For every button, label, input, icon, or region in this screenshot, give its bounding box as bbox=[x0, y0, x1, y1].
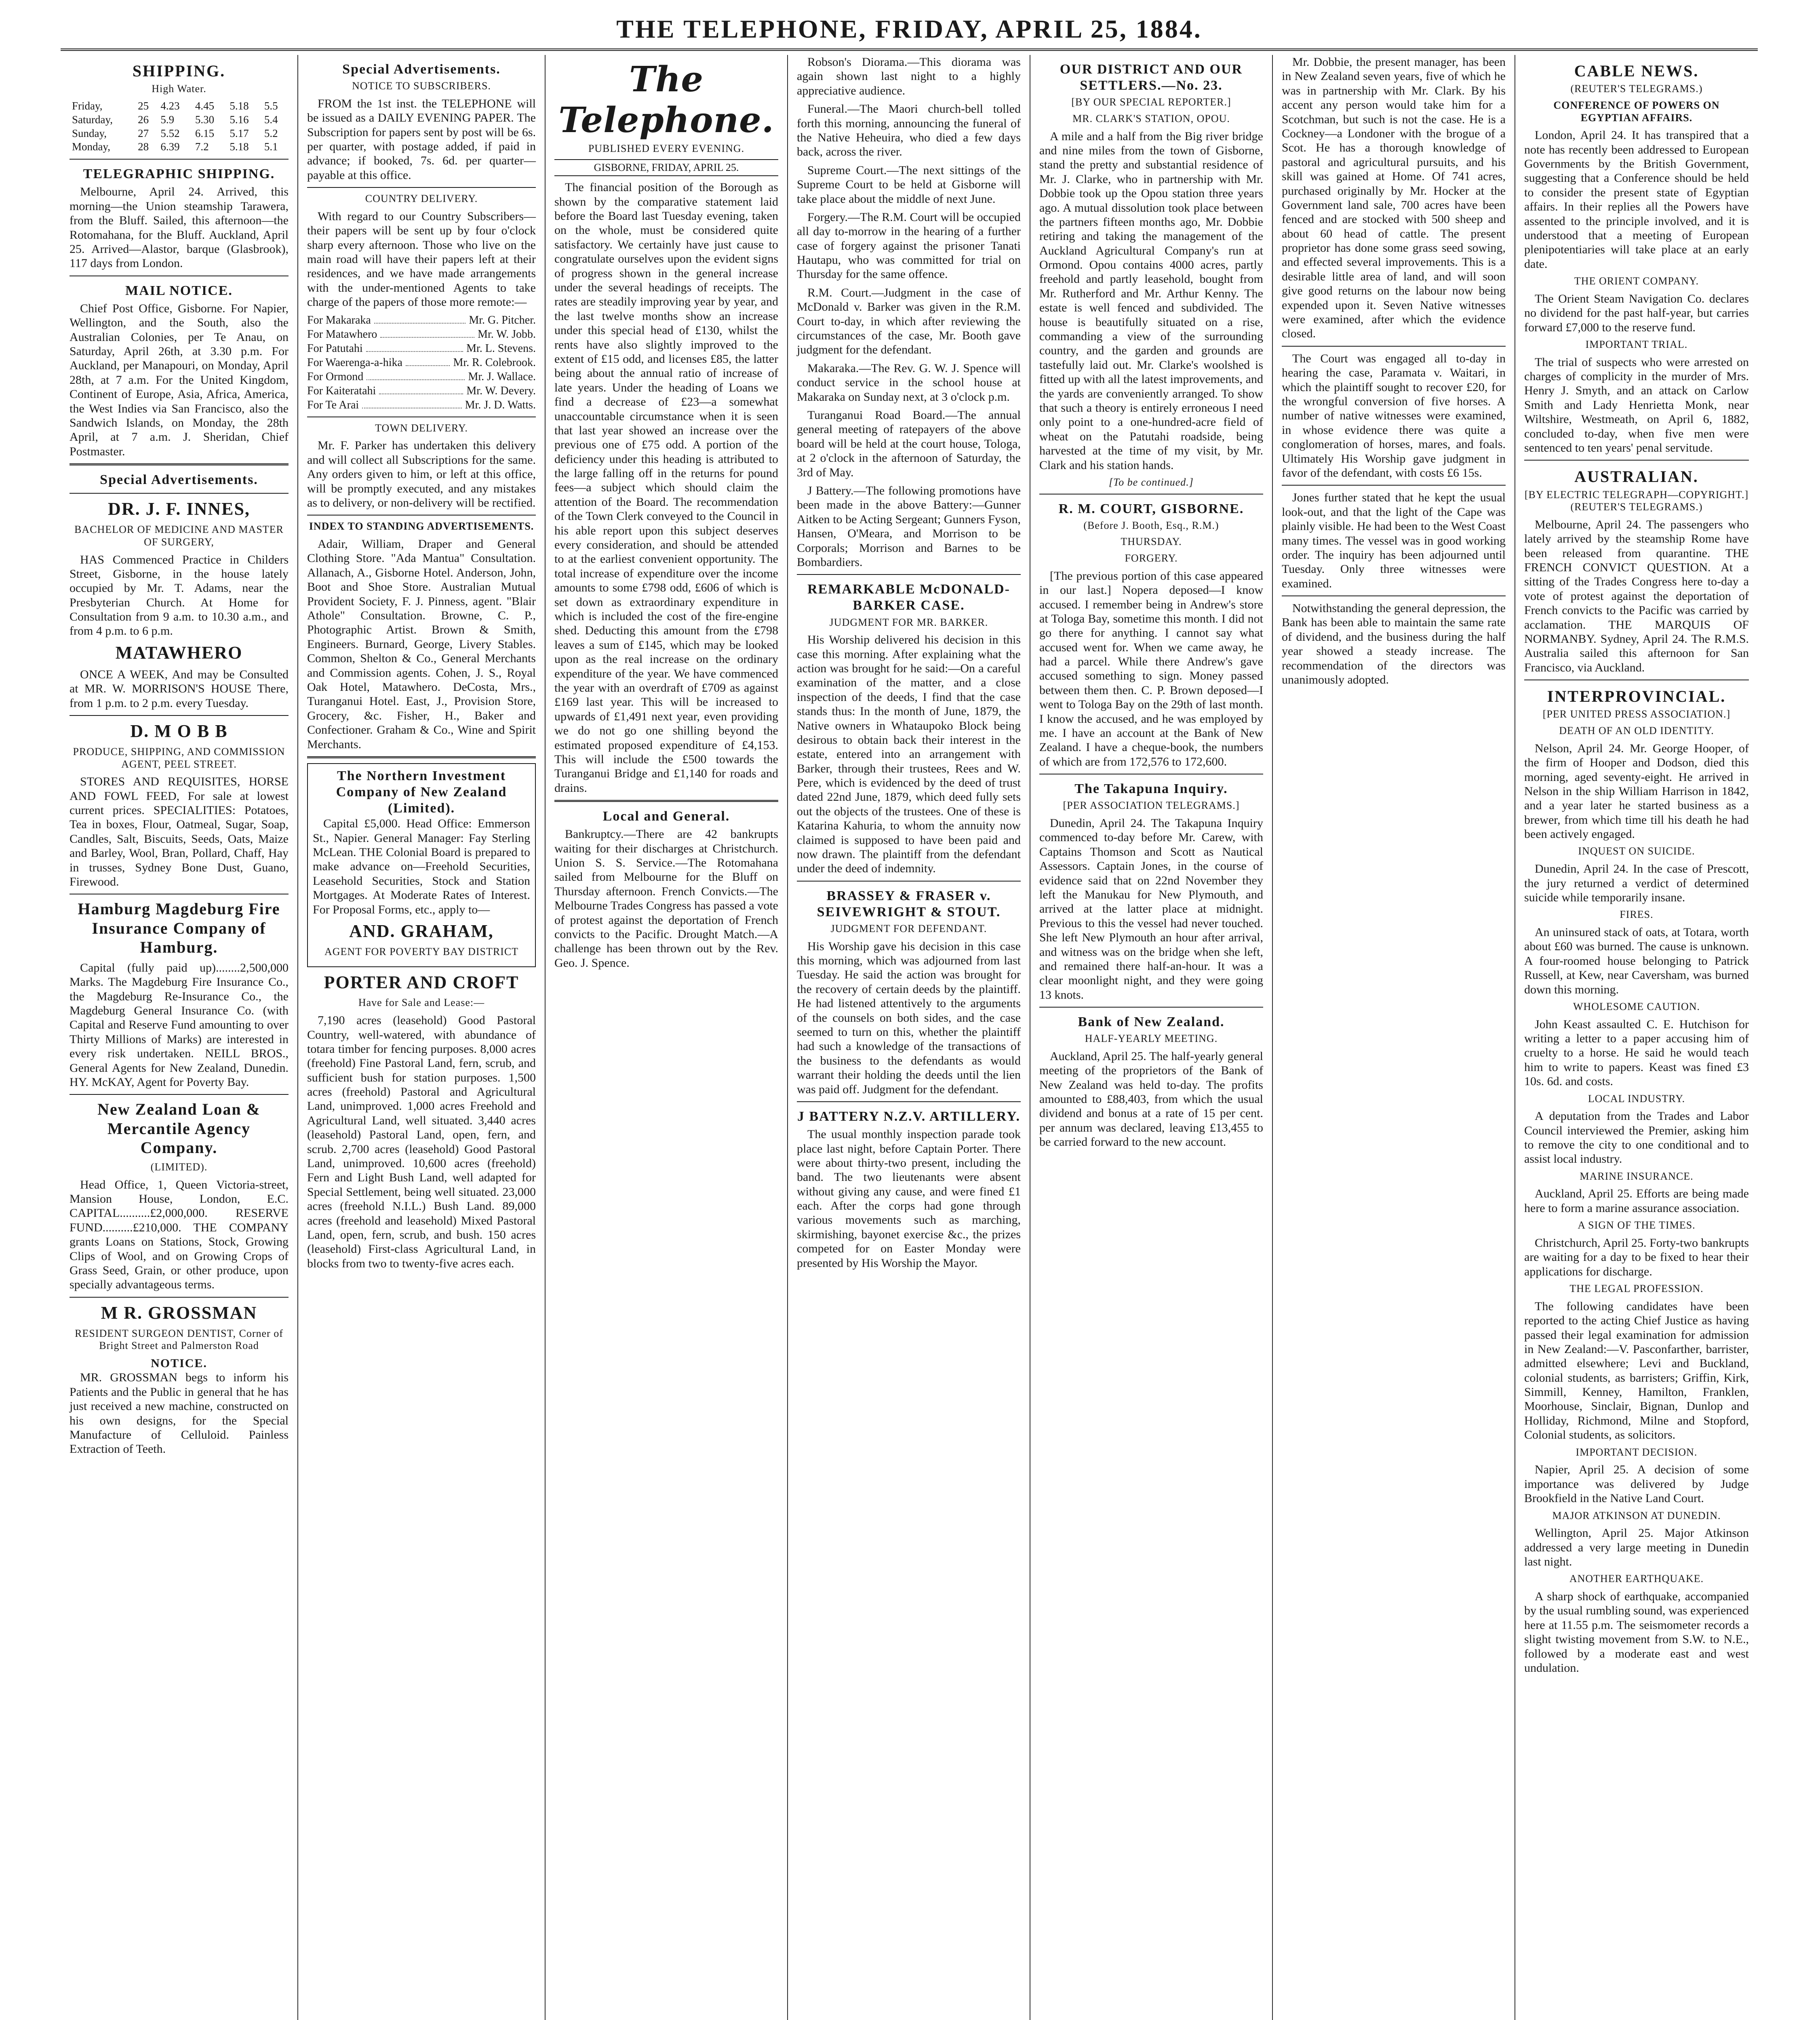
tide-row bbox=[70, 99, 289, 113]
tide-cell: 5.18 bbox=[230, 99, 249, 112]
district-heading: OUR DISTRICT AND OUR SETTLERS.—No. 23. bbox=[1060, 62, 1243, 93]
tide-cell: 26 bbox=[138, 113, 149, 126]
decision-heading: IMPORTANT DECISION. bbox=[1576, 1446, 1698, 1458]
grossman-heading: M R. GROSSMAN bbox=[101, 1302, 257, 1323]
telegraphic-shipping-text: Melbourne, April 24. Arrived, this morning—the Union steamship Tarawera, from the Bluff. Sailed, this afternoon—the Rotomahana, for the Bluff. Auckland, April 25. Arrived—Alastor, barque (Glasbrook), 117 days from London. bbox=[70, 185, 289, 270]
northern-heading: The Northern Investment Company of New Zealand (Limited). bbox=[336, 768, 507, 816]
agent-place: For Matawhero bbox=[307, 328, 377, 341]
tide-cell: 5.18 bbox=[230, 141, 249, 153]
brassey-text: His Worship gave his decision in this case this morning, which was adjourned from last Tuesday. He said the action was brought for the recovery of certain deeds by the plaintiff. He had listened attentively to the arguments of the counsels on both sides, and the case seemed to turn on this, whether the plaintiff had such a knowledge of the transactions of the business to the defendants as would warrant their holding the deeds until the lien was paid off. Judgment for the defendant. bbox=[797, 939, 1021, 1096]
leader-dots bbox=[362, 398, 461, 408]
column-5 bbox=[1030, 55, 1273, 2020]
hamburg-heading: Hamburg Magdeburg Fire Insurance Company of Hamburg. bbox=[78, 900, 280, 956]
agent-name: Mr. W. Devery. bbox=[466, 384, 536, 397]
continued-note: [To be continued.] bbox=[1109, 476, 1194, 488]
porter-croft-subheading: Have for Sale and Lease:— bbox=[358, 997, 485, 1009]
agent-name: Mr. W. Jobb. bbox=[478, 328, 536, 341]
paper-title: The Telephone. bbox=[558, 59, 774, 141]
agent-place: For Waerenga-a-hika bbox=[307, 356, 402, 369]
col6-text-4: Notwithstanding the general depression, the Bank has been able to maintain the same rate of dividend, and the business during the half year showed a steady increase. The recommendation of the directors was unanimously adopted. bbox=[1282, 602, 1506, 687]
agent-row bbox=[307, 370, 536, 383]
brassey-heading: BRASSEY & FRASER v. SEIVEWRIGHT & STOUT. bbox=[817, 888, 1001, 920]
fires-text: An uninsured stack of oats, at Totara, worth about £60 was burned. The cause is unknown. A four-roomed house belonging to Patrick Russell, at Kew, near Caversham, was burned down this morning. bbox=[1524, 925, 1749, 996]
agents-list bbox=[307, 314, 536, 412]
agent-name: Mr. J. Wallace. bbox=[468, 370, 536, 383]
jbattery-heading: J BATTERY N.Z.V. ARTILLERY. bbox=[797, 1109, 1021, 1124]
interprovincial-subheading: [PER UNITED PRESS ASSOCIATION.] bbox=[1542, 708, 1731, 720]
country-delivery-text: With regard to our Country Subscribers—their papers will be sent up by four o'clock sharp every afternoon. Those who live on the main road will have their papers left at their residences, and we have made arrangements with the under-mentioned Agents to take charge of the papers of those more remote:— bbox=[307, 209, 536, 309]
tide-cell: Friday, bbox=[72, 99, 103, 112]
tide-cell: Monday, bbox=[72, 141, 110, 153]
tide-row bbox=[70, 140, 289, 154]
column-3 bbox=[546, 55, 788, 2020]
special-ads-heading: Special Advertisements. bbox=[100, 472, 258, 488]
agent-row bbox=[307, 356, 536, 369]
battery-item: J Battery.—The following promotions have been made in the above Battery:—Gunner Aitken to be Acting Sergeant; Gunners Fyson, Hansen, O'Meara, and Morrison to be Corporals; Morrison and Barnes to be Bombardiers. bbox=[797, 484, 1021, 569]
agent-place: For Patutahi bbox=[307, 342, 363, 355]
doctor-text: HAS Commenced Practice in Childers Street, Gisborne, in the house lately occupied by Mr. T. Adams, near the Presbyterian Church. At Home for Consultation from 9 a.m. to 10.30 a.m., and from 4 p.m. to 6 p.m. bbox=[70, 553, 289, 638]
tide-cell: Saturday, bbox=[72, 113, 113, 126]
town-delivery-heading: TOWN DELIVERY. bbox=[375, 422, 468, 434]
atkinson-heading: MAJOR ATKINSON AT DUNEDIN. bbox=[1552, 1509, 1721, 1521]
telegraphic-shipping-heading: TELEGRAPHIC SHIPPING. bbox=[83, 166, 275, 182]
country-delivery-heading: COUNTRY DELIVERY. bbox=[365, 193, 478, 205]
porter-croft-heading: PORTER AND CROFT bbox=[324, 972, 519, 992]
tide-cell: 25 bbox=[138, 99, 149, 112]
robsons-item: Robson's Diorama.—This diorama was again shown last night to a highly appreciative audience. bbox=[797, 55, 1021, 97]
column-2 bbox=[298, 55, 546, 2020]
dmobb-subheading: PRODUCE, SHIPPING, AND COMMISSION AGENT, PEEL STREET. bbox=[73, 745, 285, 770]
nzloan-text: Head Office, 1, Queen Victoria-street, Mansion House, London, E.C. CAPITAL..........£2,000,000. RESERVE FUND..........£210,000. THE COMPANY grants Loans on Stations, Stock, Growing Clips of Wool, and on Growing Crops of Grass Seed, Grain, or other produce, upon specially advantageous terms. bbox=[70, 1178, 289, 1292]
orient-text: The Orient Steam Navigation Co. declares no dividend for the past half-year, but carries forward £7,000 to the reserve fund. bbox=[1524, 292, 1749, 334]
tide-cell: 6.39 bbox=[160, 141, 180, 153]
leader-dots bbox=[367, 370, 465, 380]
supreme-item: Supreme Court.—The next sittings of the Supreme Court to be held at Gisborne will take place about the middle of next June. bbox=[797, 163, 1021, 206]
trial-heading: IMPORTANT TRIAL. bbox=[1585, 338, 1688, 350]
shipping-heading: SHIPPING. bbox=[132, 62, 226, 80]
mail-notice-text: Chief Post Office, Gisborne. For Napier, Wellington, and the South, also the Australian Colonies, per Te Anau, on Saturday, April 26th, at 3.30 p.m. For Auckland, per Manapouri, on Monday, April 28th, at 7 a.m. For the United Kingdom, Continent of Europe, Asia, Africa, America, the West Indies via San Francisco, also the Sandwich Islands, on Monday, the 28th April, at 7 a.m. J. Sheridan, Chief Postmaster. bbox=[70, 301, 289, 458]
takapuna-text: Dunedin, April 24. The Takapuna Inquiry commenced to-day before Mr. Carew, with Captains Thomson and Scott as Nautical Assessors. Captain Jones, in the course of evidence said that on 22nd November they left the Manukau for New Plymouth, and arrived at the latter place at midnight. Previous to this the vessel had never touched. She left New Plymouth an hour after arrival, and witness was on the bridge when she left, and remained there half-an-hour. It was a clear moonlight night, and they were going 13 knots. bbox=[1039, 816, 1263, 1002]
reuter-line: (REUTER'S TELEGRAMS.) bbox=[1570, 83, 1703, 95]
agent-place: For Makaraka bbox=[307, 314, 371, 326]
bank-heading: Bank of New Zealand. bbox=[1078, 1014, 1225, 1030]
earthquake-heading: ANOTHER EARTHQUAKE. bbox=[1569, 1573, 1704, 1585]
tide-cell: 5.1 bbox=[264, 141, 278, 153]
masthead-title: THE TELEPHONE, FRIDAY, APRIL 25, 1884. bbox=[616, 15, 1202, 43]
takapuna-heading: The Takapuna Inquiry. bbox=[1074, 781, 1228, 797]
agent-place: For Ormond bbox=[307, 370, 364, 383]
town-delivery-text: Mr. F. Parker has undertaken this delivery and will collect all Subscriptions for the same. Any orders given to him, or left at this office, will be promptly executed, and any mistakes as to delivery, or non-delivery will be rectified. bbox=[307, 439, 536, 509]
atkinson-text: Wellington, April 25. Major Atkinson addressed a very large meeting in Dunedin last night. bbox=[1524, 1526, 1749, 1568]
tide-row bbox=[70, 113, 289, 127]
northern-text: Capital £5,000. Head Office: Emmerson St., Napier. General Manager: Fay Sterling McLean. THE Colonial Board is prepared to make advance on—Freehold Securities, Leasehold Securities, Stock and Station Mortgages. At Moderate Rates of Interest. For Proposal Forms, etc., apply to— bbox=[313, 817, 530, 916]
mail-notice-heading: MAIL NOTICE. bbox=[125, 283, 233, 298]
porter-croft-text: 7,190 acres (leasehold) Good Pastoral Country, well-watered, with abundance of totara timber for fencing purposes. 8,000 acres (freehold) Fine Pastoral Land, fern, scrub, and sufficient bush for station purposes. 1,500 acres (freehold) Pastoral and Agricultural Land, unimproved. 1,000 acres Freehold and Agricultural Land, well situated. 3,440 acres (leasehold) Pastoral Land, open, fern, and scrub. 2,700 acres (leasehold) Good Pastoral Land, unimproved. 10,600 acres (freehold) Fern and Light Bush Land, well adapted for Special Settlement, being well situated. 23,000 acres (freehold N.I.L.) Bush Land. 89,000 acres (freehold and leasehold) Mixed Pastoral Land, open, fern, scrub, and bush. 150 acres (leasehold) First-class Agricultural Land, in blocks from two to twenty-five acres each. bbox=[307, 1014, 536, 1270]
sign-heading: A SIGN OF THE TIMES. bbox=[1578, 1219, 1696, 1231]
tide-cell: 27 bbox=[138, 127, 149, 139]
remarkable-text: His Worship delivered his decision in this case this morning. After explaining what the action was brought for he said:—On a careful examination of the matter, and a close inspection of the deeds, I find that the case stands thus: In the month of June, 1879, the Native owners in Whataupoko Block being desirous to obtain back their interest in the estate, entered into an arrangement with Barker, through their trustees, Rees and W. Pere, which is evidenced by the deed of trust dated 22nd June, 1879, which deed fully sets out the objects of the trustees. One of these is Katarina Kahuria, to whom the annuity now claimed is supposed to have been paid and now drawn. The plaintiff from the defendant under the deed of indemnity. bbox=[797, 633, 1021, 875]
tide-cell: Sunday, bbox=[72, 127, 107, 139]
northern-investment-ad bbox=[307, 763, 536, 967]
agent-row bbox=[307, 328, 536, 341]
agent-place: For Kaiteratahi bbox=[307, 384, 376, 397]
grossman-subheading: RESIDENT SURGEON DENTIST, Corner of Bright Street and Palmerston Road bbox=[75, 1327, 283, 1352]
rm-court-text: [The previous portion of this case appeared in our last.] Nopera deposed—I know accused. I remember being in Andrew's store at Tologa Bay, sometime this month. I did not go there for anything. I cannot say what accused went for. When we came away, he had a parcel. While there Andrew's gave accused something to sign. Money passed between them then. C. P. Brown deposed—I went to Tologa Bay on the 29th of last month. I know the accused, and he was employed by me. I have an account at the Bank of New Zealand. I have a cheque-book, the numbers of which are from 172,576 to 172,600. bbox=[1039, 569, 1263, 768]
col6-text-3: Jones further stated that he kept the usual look-out, and that the light of the Cape was plainly visible. He had been to the West Coast many times. The vessel was in good working order. The inquiry has been adjourned until Tuesday. Only three witnesses were examined. bbox=[1282, 491, 1506, 590]
tide-cell: 5.9 bbox=[160, 113, 175, 126]
rm-court-heading: R. M. COURT, GISBORNE. bbox=[1058, 501, 1244, 516]
rm-court-subheading: (Before J. Booth, Esq., R.M.) bbox=[1083, 519, 1219, 531]
jbattery-text: The usual monthly inspection parade took place last night, before Captain Porter. There were about thirty-two present, including the band. The two lieutenants were absent without giving any cause, and were fined £1 each. After the corps had gone through various movements such as marching, skirmishing, bayonet exercise &c., the prizes competed for on Easter Monday were presented by His Worship the Mayor. bbox=[797, 1128, 1021, 1270]
cable-news-heading: CABLE NEWS. bbox=[1574, 62, 1699, 80]
bank-subheading: HALF-YEARLY MEETING. bbox=[1085, 1033, 1218, 1045]
agent-row bbox=[307, 342, 536, 355]
interprovincial-heading: INTERPROVINCIAL. bbox=[1547, 687, 1726, 706]
decision-text: Napier, April 25. A decision of some importance was delivered by Judge Brookfield in the Native Land Court. bbox=[1524, 1463, 1749, 1505]
grossman-notice: NOTICE. bbox=[151, 1357, 207, 1370]
industry-text: A deputation from the Trades and Labor Council interviewed the Premier, asking him to remove the city to one conditional and to assist local industry. bbox=[1524, 1109, 1749, 1166]
agent-place: For Te Arai bbox=[307, 398, 359, 411]
published-line: PUBLISHED EVERY EVENING. bbox=[588, 142, 745, 154]
leader-dots bbox=[374, 314, 466, 324]
funeral-item: Funeral.—The Maori church-bell tolled forth this morning, announcing the funeral of the Native Heheuira, who died a few days back, across the river. bbox=[797, 102, 1021, 159]
sign-text: Christchurch, April 25. Forty-two bankrupts are waiting for a day to be fixed to hear their applications for discharge. bbox=[1524, 1236, 1749, 1278]
rm-court-item: R.M. Court.—Judgment in the case of McDonald v. Barker was given in the R.M. Court to-day, in which after reviewing the circumstances of the case, Mr. Booth gave judgment for the defendant. bbox=[797, 286, 1021, 357]
local-general-text: Bankruptcy.—There are 42 bankrupts waiting for their discharges at Christchurch. Union S. S. Service.—The Rotomahana sailed from Melbourne for the Bluff on Thursday afternoon. French Convicts.—The Melbourne Trades Congress has passed a vote of protest against the deportation of French convicts to the Pacific. Drought Match.—A challenge has been thrown out by the Rev. Geo. J. Spence. bbox=[554, 827, 778, 970]
brassey-subheading: JUDGMENT FOR DEFENDANT. bbox=[830, 923, 987, 935]
leader-dots bbox=[379, 384, 463, 394]
rm-court-day: THURSDAY. bbox=[1121, 536, 1182, 548]
grossman-text: MR. GROSSMAN begs to inform his Patients and the Public in general that he has just received a new machine, constructed on his own designs, for the Special Manufacture of Celluloid. Painless Extraction of Teeth. bbox=[70, 1371, 289, 1456]
nzloan-subheading: (LIMITED). bbox=[150, 1161, 208, 1173]
agent-row bbox=[307, 398, 536, 412]
tide-cell: 4.45 bbox=[195, 99, 215, 112]
notice-text: FROM the 1st inst. the TELEPHONE will be issued as a DAILY EVENING PAPER. The Subscription for papers sent by post will be 6s. per quarter, with postage added, if paid in advance; if booked, 7s. 6d. per quarter—payable at this office. bbox=[307, 97, 536, 182]
doctor-title: BACHELOR OF MEDICINE AND MASTER OF SURGERY, bbox=[74, 524, 284, 548]
matawhero-heading: MATAWHERO bbox=[115, 642, 243, 663]
earthquake-text: A sharp shock of earthquake, accompanied by the usual rumbling sound, was experienced here at 11.55 p.m. The seismometer records a slight twisting movement from S.W. to N.E., followed by a moderate east and west undulation. bbox=[1524, 1590, 1749, 1675]
dmobb-text: STORES AND REQUISITES, HORSE AND FOWL FEED, For sale at lowest current prices. SPECIALITIES: Potatoes, Tea in boxes, Flour, Oatmeal, Sugar, Soap, Candles, Salt, Biscuits, Seeds, Oats, Maize and Barley, Wool, Bran, Pollard, Chaff, Hay in trusses, Sydney Bone Dust, Guano, Firewood. bbox=[70, 775, 289, 888]
col2-special-heading: Special Advertisements. bbox=[342, 62, 501, 77]
australian-heading: AUSTRALIAN. bbox=[1574, 467, 1699, 486]
leader-dots bbox=[366, 342, 463, 352]
caution-text: John Keast assaulted C. E. Hutchison for writing a letter to a paper accusing him of cruelty to a horse. He said he would teach him to write to papers. Keast was fined £3 10s. 6d. and costs. bbox=[1524, 1017, 1749, 1088]
marine-heading: MARINE INSURANCE. bbox=[1580, 1170, 1694, 1182]
col6-text-1: Mr. Dobbie, the present manager, has been in New Zealand seven years, five of which he was in partnership with Mr. Clark. By his accent any person would take him for a Scotchman, but such is not the case. He is a Cockney—a Londoner with the brogue of a Scot. He has a thorough knowledge of pastoral and agricultural pursuits, and his skill was gained at Home. Of 741 acres, purchased originally by Mr. Hocker at the Government land sale, 700 acres have been fenced and are stocked with 500 sheep and about 60 head of cattle. The present proprietor has done some grass seed sowing, and effected several improvements. This is a desirable little area of land, and will soon give good returns on the labour now being expended upon it. Seven Native witnesses were examined, after which the evidence closed. bbox=[1282, 55, 1506, 341]
conference-heading: CONFERENCE OF POWERS ON EGYPTIAN AFFAIRS. bbox=[1553, 99, 1720, 124]
inquest-text: Dunedin, April 24. In the case of Prescott, the jury returned a verdict of determined suicide while temporarily insane. bbox=[1524, 862, 1749, 904]
caution-heading: WHOLESOME CAUTION. bbox=[1573, 1000, 1700, 1012]
leader-dots bbox=[380, 328, 474, 338]
graham-heading: AND. GRAHAM, bbox=[349, 921, 494, 941]
conference-text: London, April 24. It has transpired that a note has recently been addressed to European Governments by the British Government, suggesting that a Conference should be held to consider the present state of Egyptian affairs. In their replies all the Powers have assented to the principle involved, and it is understood that a meeting of European plenipotentiaries will take place at an early date. bbox=[1524, 128, 1749, 271]
tide-cell: 5.16 bbox=[230, 113, 249, 126]
takapuna-subheading: [PER ASSOCIATION TELEGRAMS.] bbox=[1063, 800, 1240, 812]
index-text: Adair, William, Draper and General Clothing Store. "Ada Mantua" Consultation. Allanach, A., Gisborne Hotel. Anderson, John, Boot and Shoe Store. Australian Mutual Provident Society, F. J. Pinness, agent. "Blair Athole" Consultation. Browne, C. P., Photographic Artist. Brown & Smith, Engineers. Burnard, George, Livery Stables. Common, Shelton & Co., General Merchants and Commission agents. Cohen, J. S., Royal Oak Hotel, Matawhero. DeCosta, Mrs., Turanganui Hotel. East, J., Provision Store, Grocery, &c. Fisher, H., Baker and Confectioner. Graham & Co., Wine and Spirit Merchants. bbox=[307, 537, 536, 751]
agent-name: Mr. G. Pitcher. bbox=[469, 314, 536, 326]
legal-heading: THE LEGAL PROFESSION. bbox=[1569, 1283, 1704, 1295]
bank-text: Auckland, April 25. The half-yearly general meeting of the proprietors of the Bank of New Zealand was held to-day. The profits amounted to £88,403, from which the usual dividend and bonus at a rate of 15 per cent. per annum was declared, leaving £13,455 to be carried forward to the new account. bbox=[1039, 1049, 1263, 1149]
remarkable-heading: REMARKABLE McDONALD-BARKER CASE. bbox=[807, 582, 1010, 613]
tide-cell: 5.2 bbox=[264, 127, 278, 139]
road-board-item: Turanganui Road Board.—The annual general meeting of ratepayers of the above board will be held at the court house, Tologa, at 2 o'clock in the afternoon of Saturday, the 3rd of May. bbox=[797, 408, 1021, 479]
station-subheading: MR. CLARK'S STATION, OPOU. bbox=[1072, 112, 1230, 124]
agent-name: Mr. R. Colebrook. bbox=[453, 356, 536, 369]
tide-table bbox=[70, 99, 289, 154]
column-7 bbox=[1515, 55, 1758, 2020]
death-text: Nelson, April 24. Mr. George Hooper, of the firm of Hooper and Dodson, died this morning, aged seventy-eight. He arrived in Nelson in the ship William Harrison in 1842, and a year later he started business as a brewer, from which time till his death he had been actively engaged. bbox=[1524, 741, 1749, 841]
agent-row bbox=[307, 384, 536, 398]
marine-text: Auckland, April 25. Efforts are being made here to form a marine assurance association. bbox=[1524, 1187, 1749, 1215]
doctor-name: DR. J. F. INNES, bbox=[108, 499, 250, 519]
tide-cell: 4.23 bbox=[160, 99, 180, 112]
orient-heading: THE ORIENT COMPANY. bbox=[1574, 275, 1699, 287]
agent-name: Mr. J. D. Watts. bbox=[465, 398, 536, 411]
tide-cell: 5.5 bbox=[264, 99, 278, 112]
tide-row bbox=[70, 127, 289, 141]
agent-row bbox=[307, 314, 536, 327]
col6-text-2: The Court was engaged all to-day in hearing the case, Paramata v. Waitari, in which the plaintiff sought to recover £20, for the wrongful conversion of five horses. A number of native witnesses were examined, in whose evidence there was quite a conglomeration of horses, mares, and foals. Ultimately His Worship gave judgment in favor of the defendant, with costs £6 15s. bbox=[1282, 351, 1506, 480]
masthead bbox=[61, 10, 1758, 51]
tide-cell: 5.30 bbox=[195, 113, 215, 126]
district-subheading: [BY OUR SPECIAL REPORTER.] bbox=[1071, 96, 1231, 108]
graham-subheading: AGENT FOR POVERTY BAY DISTRICT bbox=[324, 945, 519, 957]
dmobb-heading: D. M O B B bbox=[130, 721, 228, 741]
fires-heading: FIRES. bbox=[1620, 909, 1654, 921]
tide-cell: 6.15 bbox=[195, 127, 215, 139]
trial-text: The trial of suspects who were arrested on charges of complicity in the murder of Mrs. Henry J. Smyth, and an attack on Carlow Smith and Lady Henrietta Monk, near Wiltshire, Westmeath, on April 6, 1882, concluded to-day, when five men were sentenced to ten years' penal servitude. bbox=[1524, 355, 1749, 455]
dateline: GISBORNE, FRIDAY, APRIL 25. bbox=[554, 159, 778, 177]
tide-cell: 7.2 bbox=[195, 141, 209, 153]
hamburg-text: Capital (fully paid up)........2,500,000 Marks. The Magdeburg Fire Insurance Co., the Magdeburg Re-Insurance Co., the Magdeburg General Insurance Co. (with Capital and Reserve Fund amounting to over Thirty Millions of Marks) are interested in every risk undertaken. NEILL BROS., General Agents for New Zealand, Dunedin. HY. McKAY, Agent for Poverty Bay. bbox=[70, 961, 289, 1089]
nzloan-heading: New Zealand Loan & Mercantile Agency Company. bbox=[97, 1100, 261, 1157]
tide-cell: 28 bbox=[138, 141, 149, 153]
legal-text: The following candidates have been reported to the acting Chief Justice as having passed their legal examination for admission in New Zealand:—V. Pasconfarther, barrister, admitted elsewhere; Levi and Buckland, colonial students, as barristers; Griffin, Kirk, Simmill, Kenney, Hamilton, Franklen, Moorhouse, Sinclair, Bignan, Dunlop and Holliday, Richmond, Milne and Stopford, Colonial students, as solicitors. bbox=[1524, 1299, 1749, 1442]
rm-court-forgery: FORGERY. bbox=[1125, 552, 1178, 564]
notice-heading: NOTICE TO SUBSCRIBERS. bbox=[352, 80, 491, 92]
industry-heading: LOCAL INDUSTRY. bbox=[1588, 1092, 1685, 1105]
leader-dots bbox=[406, 356, 450, 366]
tide-cell: 5.17 bbox=[230, 127, 249, 139]
district-text: A mile and a half from the Big river bridge and nine miles from the town of Gisborne, stand the pretty and substantial residence of Mr. J. Clarke, who in partnership with Mr. Dobbie took up the Opou station three years ago. A mutual dissolution took place between the partners fifteen months ago, Mr. Dobbie retiring and taking the management of the Auckland Agricultural Company's run at Ormond. Opou contains 4000 acres, partly freehold and partly leasehold, bought from Mr. Rutherford and Mr. Arthur Kenny. The estate is well fenced and subdivided. The house is beautifully situated on a rise, commanding a view of the surrounding country, and the garden and grounds are tastefully laid out. Mr. Clarke's woolshed is fitted up with all the latest improvements, and the yards are conveniently arranged. To show that such a theory is entirely erroneous I need only point to a one-hundred-acre field of wheat on the Patutahi roadside, being harvested at the time of my visit, by Mr. Clark and his station hands. bbox=[1039, 129, 1263, 472]
local-general-heading: Local and General. bbox=[602, 809, 730, 824]
tide-cell: 5.4 bbox=[264, 113, 278, 126]
makaraka-item: Makaraka.—The Rev. G. W. J. Spence will conduct service in the school house at Makaraka on Sunday next, at 3 o'clock p.m. bbox=[797, 361, 1021, 404]
agent-name: Mr. L. Stevens. bbox=[466, 342, 536, 355]
index-heading: INDEX TO STANDING ADVERTISEMENTS. bbox=[309, 520, 534, 532]
column-4 bbox=[788, 55, 1030, 2020]
tide-cell: 5.52 bbox=[160, 127, 180, 139]
matawhero-text: ONCE A WEEK, And may be Consulted at MR. W. MORRISON'S HOUSE There, from 1 p.m. to 2 p.m. every Tuesday. bbox=[70, 667, 289, 710]
judgment-subheading: JUDGMENT FOR MR. BARKER. bbox=[829, 616, 988, 628]
newspaper-columns bbox=[61, 55, 1758, 2020]
inquest-heading: INQUEST ON SUICIDE. bbox=[1578, 845, 1695, 857]
australian-subheading: [BY ELECTRIC TELEGRAPH—COPYRIGHT.] (REUTER'S TELEGRAMS.) bbox=[1524, 488, 1749, 513]
death-heading: DEATH OF AN OLD IDENTITY. bbox=[1559, 725, 1714, 737]
forgery-item: Forgery.—The R.M. Court will be occupied all day to-morrow in the hearing of a further case of forgery against the prisoner Tanati Hautapu, who was committed for trial on Thursday for the same offence. bbox=[797, 210, 1021, 281]
leader-text: The financial position of the Borough as shown by the comparative statement laid before the Board last Tuesday evening, taken on the whole, must be considered quite satisfactory. We certainly have just cause to congratulate ourselves upon the evident signs of progress shown in the general increase under the several headings of receipts. The rates are steadily improving year by year, and the last twelve months show an increase under this special head of £130, whilst the rents have also slightly improved to the extent of £15 odd, and licenses £85, the latter being about the annual ratio of increase of late years. Under the heading of Loans we find a decrease of £23—a somewhat unaccountable circumstance when it is seen that last year showed an increase over the previous one of £75 odd. A portion of the deficiency under this heading is attributed to the large falling off in the returns for pound fees—a subject which should claim the attention of the Board. The recommendation of the Town Clerk conveyed to the Council in his able report upon this subject deserves every consideration, and should be attended to at the earliest convenient opportunity. The total increase of expenditure over the income amounts to some £798 odd, £606 of which is set down as extraordinary expenditure in which is included the cost of the fire-engine shed. Deducting this amount from the £798 leaves a sum of £145, which may be looked upon as the real increase on the ordinary expenditure of the year. We have commenced the year with an overdraft of £709 as against £169 last year. This will be increased to upwards of £1,491 next year, even providing we do not go one shilling beyond the estimated proposed expenditure of £4,153. This will include the £500 towards the Turanganui Bridge and £1,140 for roads and drains. bbox=[554, 181, 778, 795]
tide-heading: High Water. bbox=[152, 83, 206, 95]
australian-text: Melbourne, April 24. The passengers who lately arrived by the steamship Rome have been released from quarantine. THE FRENCH CONVICT QUESTION. At a sitting of the Trades Congress here to-day a vote of protest against the deportation of French convicts to the Pacific was carried by acclamation. THE MARQUIS OF NORMANBY. Sydney, April 24. The R.M.S. Australia sailed this afternoon for San Francisco, via Auckland. bbox=[1524, 518, 1749, 674]
column-6 bbox=[1273, 55, 1515, 2020]
column-1 bbox=[61, 55, 298, 2020]
